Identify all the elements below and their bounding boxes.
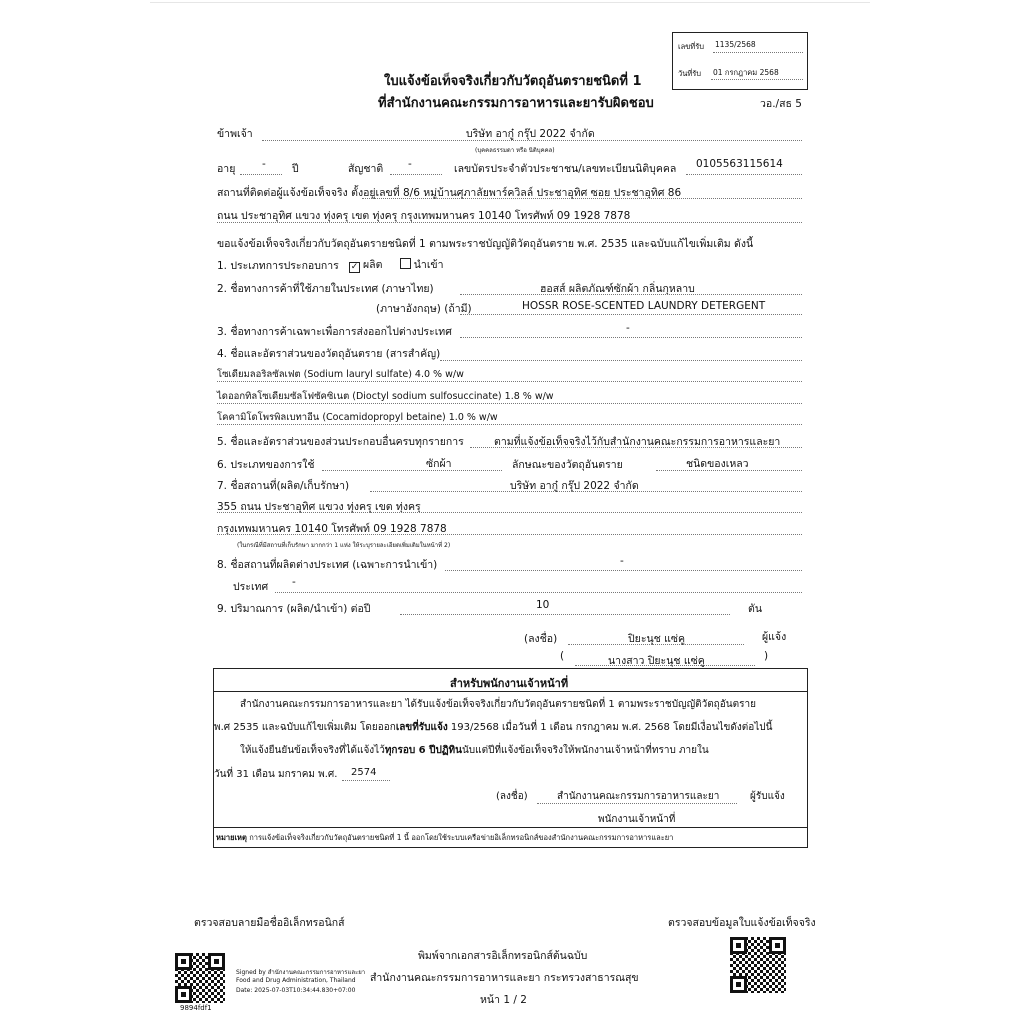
signature-qr-code[interactable] [175, 953, 225, 1003]
ingredient-row: โซเดียมลอริลซัลเฟต (Sodium lauryl sulfate) 4.0 % w/w [217, 369, 464, 380]
officer-sign-label: (ลงชื่อ) [496, 791, 528, 802]
country-label: ประเทศ [233, 581, 269, 593]
item7-addr2: กรุงเทพมหานคร 10140 โทรศัพท์ 09 1928 7878 [217, 523, 447, 535]
ingredient-row: ไดออกทิลโซเดียมซัลโฟซัคซิเนต (Dioctyl sodium sulfosuccinate) 1.8 % w/w [217, 391, 554, 402]
applicant-label: ข้าพเจ้า [217, 128, 253, 140]
receipt-box [672, 32, 808, 90]
item6-char-label: ลักษณะของวัตถุอันตราย [512, 459, 623, 471]
item6-char-value: ชนิดของเหลว [686, 458, 749, 470]
receipt-date-label: วันที่รับ [678, 69, 702, 78]
sign-name: ปิยะนุช แซ่คู [628, 633, 686, 645]
officer-line3: ให้แจ้งยืนยันข้อเท็จจริงที่ได้แจ้งไว้ทุกรอบ 6 ปีปฏิทินนับแต่ปีที่แจ้งข้อเท็จจริงให้พนักงานเจ้าหน้าที่ทราบ ภายใน [240, 745, 709, 756]
age-label: อายุ [217, 163, 236, 175]
officer-deadline-year: 2574 [351, 767, 377, 778]
ingredient-row: โคคามิโดโพรพิลเบทาอีน (Cocamidopropyl betaine) 1.0 % w/w [217, 412, 498, 423]
paren-close: ) [764, 650, 769, 662]
print-note: พิมพ์จากเอกสารอิเล็กทรอนิกส์ต้นฉบับ [418, 950, 588, 962]
item9-unit: ตัน [748, 603, 762, 615]
receipt-no-label: เลขที่รับ [678, 42, 705, 51]
age-value: - [262, 158, 266, 170]
nationality-label: สัญชาติ [348, 163, 384, 175]
item3-label: 3. ชื่อทางการค้าเฉพาะเพื่อการส่งออกไปต่างประเทศ [217, 326, 452, 338]
qr-code-id: 9894fdf1 [180, 1004, 212, 1012]
applicant-note: (บุคคลธรรมดา หรือ นิติบุคคล) [475, 147, 555, 154]
nationality-value: - [408, 158, 412, 170]
document-title: ใบแจ้งข้อเท็จจริงเกี่ยวกับวัตถุอันตรายชนิดที่ 1 [384, 74, 642, 89]
import-checkbox[interactable] [400, 258, 411, 269]
year-label: ปี [292, 163, 299, 175]
page-top-edge [150, 2, 870, 3]
id-label: เลขบัตรประจำตัวประชาชน/เลขทะเบียนนิติบุคคล [454, 163, 677, 175]
item2-label-en: (ภาษาอังกฤษ) (ถ้ามี) [376, 303, 472, 315]
item5-value: ตามที่แจ้งข้อเท็จจริงไว้กับสำนักงานคณะกรรมการอาหารและยา [494, 436, 781, 448]
country-value: - [292, 576, 296, 588]
id-value: 0105563115614 [696, 158, 783, 170]
verify-data-title: ตรวจสอบข้อมูลใบแจ้งข้อเท็จจริง [668, 917, 816, 929]
form-code: วอ./สธ 5 [760, 98, 802, 110]
page-number: หน้า 1 / 2 [480, 994, 527, 1006]
item6-label: 6. ประเภทของการใช้ [217, 459, 315, 471]
intro-text: ขอแจ้งข้อเท็จจริงเกี่ยวกับวัตถุอันตรายชนิดที่ 1 ตามพระราชบัญญัติวัตถุอันตราย พ.ศ. 2535 และฉบับแก้ไขเพิ่มเติม ดังนี้ [217, 238, 754, 250]
applicant-value: บริษัท อากู๋ กรุ๊ป 2022 จำกัด [466, 128, 595, 140]
item1-options [343, 256, 444, 273]
agency-line: สำนักงานคณะกรรมการอาหารและยา กระทรวงสาธารณสุข [370, 972, 639, 984]
address-line2: ถนน ประชาอุทิศ แขวง ทุ่งครุ เขต ทุ่งครุ กรุงเทพมหานคร 10140 โทรศัพท์ 09 1928 7878 [217, 210, 631, 222]
remark: หมายเหตุ การแจ้งข้อเท็จจริงเกี่ยวกับวัตถุอันตรายชนิดที่ 1 นี้ ออกโดยใช้ระบบเครือข่ายอิเล็กทรอนิกส์ของสำนักงานคณะกรรมการอาหารและยา [216, 833, 674, 842]
item7-note: (ในกรณีที่มีสถานที่เก็บรักษา มากกว่า 1 แห่ง ให้ระบุรายละเอียดเพิ่มเติมในหน้าที่ 2) [237, 542, 451, 549]
item9-value: 10 [536, 599, 550, 611]
item2-value-en: HOSSR ROSE-SCENTED LAUNDRY DETERGENT [522, 300, 766, 312]
item1-label: 1. ประเภทการประกอบการ [217, 260, 339, 272]
signed-by-line3: Date: 2025-07-03T10:34:44.830+07:00 [236, 987, 356, 994]
officer-line1: สำนักงานคณะกรรมการอาหารและยา ได้รับแจ้งข้อเท็จจริงเกี่ยวกับวัตถุอันตรายชนิดที่ 1 ตามพระราชบัญญัติวัตถุอันตราย [240, 699, 756, 710]
item6-use: ซักผ้า [426, 458, 452, 470]
officer-sign-value: สำนักงานคณะกรรมการอาหารและยา [557, 791, 720, 802]
item8-label: 8. ชื่อสถานที่ผลิตต่างประเทศ (เฉพาะการนำเข้า) [217, 559, 438, 571]
item9-label: 9. ปริมาณการ (ผลิต/นำเข้า) ต่อปี [217, 603, 371, 615]
address-line1: สถานที่ติดต่อผู้แจ้งข้อเท็จจริง ตั้งอยู่เลขที่ 8/6 หมู่บ้านศุภาลัยพาร์ควิลล์ ประชาอุทิศ ซอย ประชาอุทิศ 86 [217, 187, 682, 199]
item3-value: - [626, 322, 630, 334]
item4-label: 4. ชื่อและอัตราส่วนของวัตถุอันตราย (สารสำคัญ) [217, 348, 441, 360]
officer-section [213, 668, 808, 848]
officer-title: พนักงานเจ้าหน้าที่ [598, 814, 676, 825]
item7-addr1: 355 ถนน ประชาอุทิศ แขวง ทุ่งครุ เขต ทุ่งครุ [217, 501, 421, 513]
signed-by-line2: Food and Drug Administration, Thailand [236, 977, 356, 984]
produce-checkbox[interactable]: ✓ [350, 262, 359, 272]
item8-value: - [620, 555, 624, 567]
receipt-no-value: 1135/2568 [715, 40, 756, 49]
item7-label: 7. ชื่อสถานที่(ผลิต/เก็บรักษา) [217, 480, 350, 492]
officer-receiver: ผู้รับแจ้ง [750, 791, 785, 802]
officer-line4: วันที่ 31 เดือน มกราคม พ.ศ. [214, 769, 338, 780]
document-qr-code[interactable] [730, 937, 786, 993]
officer-line2: พ.ศ 2535 และฉบับแก้ไขเพิ่มเติม โดยออกเลขที่รับแจ้ง 193/2568 เมื่อวันที่ 1 เดือน กรกฎาคม พ.ศ. 2568 โดยมีเงื่อนไขดังต่อไปนี้ [214, 722, 773, 733]
signed-by-line1: Signed by สำนักงานคณะกรรมการอาหารและยา [236, 969, 366, 976]
sign-label: (ลงชื่อ) [524, 633, 558, 645]
item5-label: 5. ชื่อและอัตราส่วนของส่วนประกอบอื่นครบทุกรายการ [217, 436, 464, 448]
import-label: นำเข้า [413, 259, 444, 271]
verify-signature-title: ตรวจสอบลายมือชื่ออิเล็กทรอนิกส์ [194, 917, 345, 929]
applicant-role: ผู้แจ้ง [762, 631, 787, 643]
document-subtitle: ที่สำนักงานคณะกรรมการอาหารและยารับผิดชอบ [378, 96, 654, 111]
item7-value: บริษัท อากู๋ กรุ๊ป 2022 จำกัด [510, 480, 639, 492]
item2-value-th: ฮอสส์ ผลิตภัณฑ์ซักผ้า กลิ่นกุหลาบ [540, 283, 695, 295]
receipt-date-value: 01 กรกฎาคม 2568 [713, 68, 779, 77]
paren-open: ( [560, 650, 565, 662]
produce-label: ผลิต [363, 259, 383, 271]
item2-label-th: 2. ชื่อทางการค้าที่ใช้ภายในประเทศ (ภาษาไทย) [217, 283, 434, 295]
applicant-full-name: นางสาว ปิยะนุช แซ่คู [608, 655, 705, 667]
officer-heading: สำหรับพนักงานเจ้าหน้าที่ [450, 677, 569, 690]
